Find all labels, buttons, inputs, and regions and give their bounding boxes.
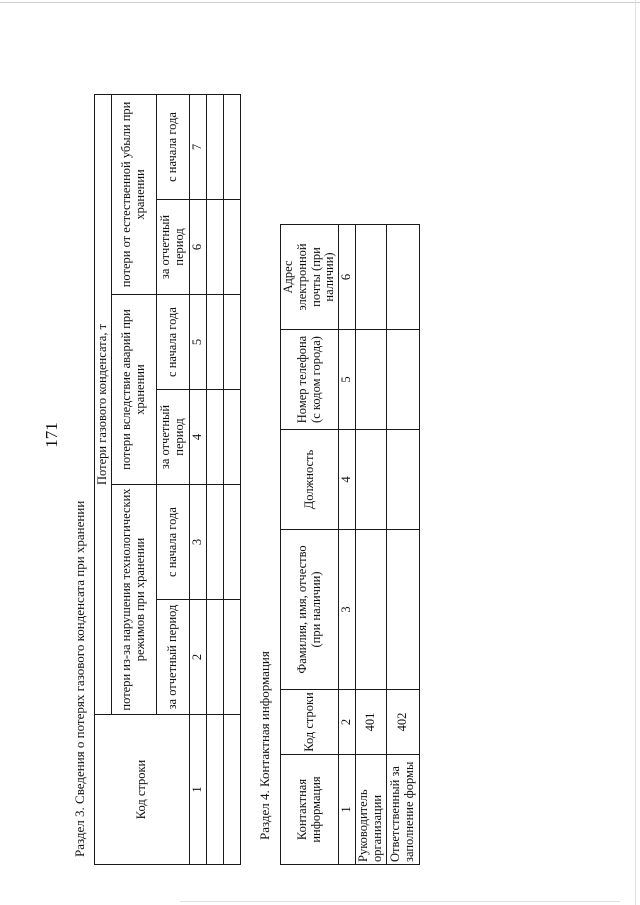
s4-column-numbers-row	[339, 225, 356, 865]
table-cell	[223, 390, 240, 485]
s3-colnum-1: 1	[189, 715, 206, 865]
table-cell	[223, 715, 240, 865]
table-cell	[223, 295, 240, 390]
s4-colnum-2: 2	[339, 690, 356, 755]
section4-table	[280, 224, 420, 865]
s4-row-402-label: Ответственный за заполнение формы	[386, 755, 419, 865]
table-cell	[386, 225, 419, 330]
s4-colnum-1: 1	[339, 755, 356, 865]
s3-header-accident: потери вследствие аварий при хранении	[111, 295, 156, 485]
s3-header-ytd-3: с начала года	[156, 94, 189, 199]
table-row	[386, 225, 419, 865]
table-cell	[206, 94, 223, 199]
s4-header-phone: Номер телефона (с кодом города)	[281, 330, 339, 430]
table-cell	[223, 94, 240, 199]
table-cell	[206, 200, 223, 295]
s4-colnum-4: 4	[339, 430, 356, 530]
table-cell	[223, 600, 240, 715]
table-cell	[206, 390, 223, 485]
table-cell	[223, 200, 240, 295]
s3-header-group: Потери газового конденсата, т	[95, 94, 112, 714]
s4-colnum-3: 3	[339, 530, 356, 690]
s4-row-401-code: 401	[356, 690, 387, 755]
section3-title: Раздел 3. Сведения о потерях газового конденсата при хранении	[72, 500, 87, 857]
s4-row-402-code: 402	[386, 690, 419, 755]
s3-colnum-6: 6	[189, 200, 206, 295]
s3-column-numbers-row	[189, 94, 206, 864]
s3-header-period-3: за отчетный период	[156, 200, 189, 295]
table-cell	[386, 430, 419, 530]
table-cell	[206, 715, 223, 865]
table-row	[356, 225, 387, 865]
section3-table	[94, 94, 241, 865]
s3-colnum-3: 3	[189, 485, 206, 600]
s3-header-violation: потери из-за нарушения технологических режимов при хранении	[111, 485, 156, 715]
s3-colnum-5: 5	[189, 295, 206, 390]
table-cell	[356, 430, 387, 530]
s3-colnum-2: 2	[189, 600, 206, 715]
s4-header-email: Адрес электронной почты (при наличии)	[281, 225, 339, 330]
s4-colnum-6: 6	[339, 225, 356, 330]
section4-title: Раздел 4. Контактная информация	[257, 651, 272, 840]
s4-header-position: Должность	[281, 430, 339, 530]
table-cell	[206, 485, 223, 600]
s3-header-natural: потери от естественной убыли при хранении	[111, 94, 156, 294]
s4-colnum-5: 5	[339, 330, 356, 430]
table-cell	[206, 295, 223, 390]
s3-header-period-2: за отчетный период	[156, 390, 189, 485]
s3-empty-row-2	[223, 94, 240, 864]
table-cell	[386, 530, 419, 690]
s3-colnum-4: 4	[189, 390, 206, 485]
s3-header-row-code: Код строки	[95, 715, 190, 865]
table-cell	[386, 330, 419, 430]
s4-row-401-label: Руководитель организации	[356, 755, 387, 865]
s3-colnum-7: 7	[189, 94, 206, 199]
page-number: 171	[42, 422, 61, 448]
s4-header-name: Фамилия, имя, отчество (при наличии)	[281, 530, 339, 690]
s3-header-ytd-2: с начала года	[156, 295, 189, 390]
table-cell	[356, 330, 387, 430]
s4-header-contact: Контактная информация	[281, 755, 339, 865]
table-cell	[356, 225, 387, 330]
s3-header-ytd-1: с начала года	[156, 485, 189, 600]
table-cell	[223, 485, 240, 600]
s4-header-row-code: Код строки	[281, 690, 339, 755]
s3-header-period-1: за отчетный период	[156, 600, 189, 715]
table-cell	[356, 530, 387, 690]
s3-empty-row-1	[206, 94, 223, 864]
table-cell	[206, 600, 223, 715]
